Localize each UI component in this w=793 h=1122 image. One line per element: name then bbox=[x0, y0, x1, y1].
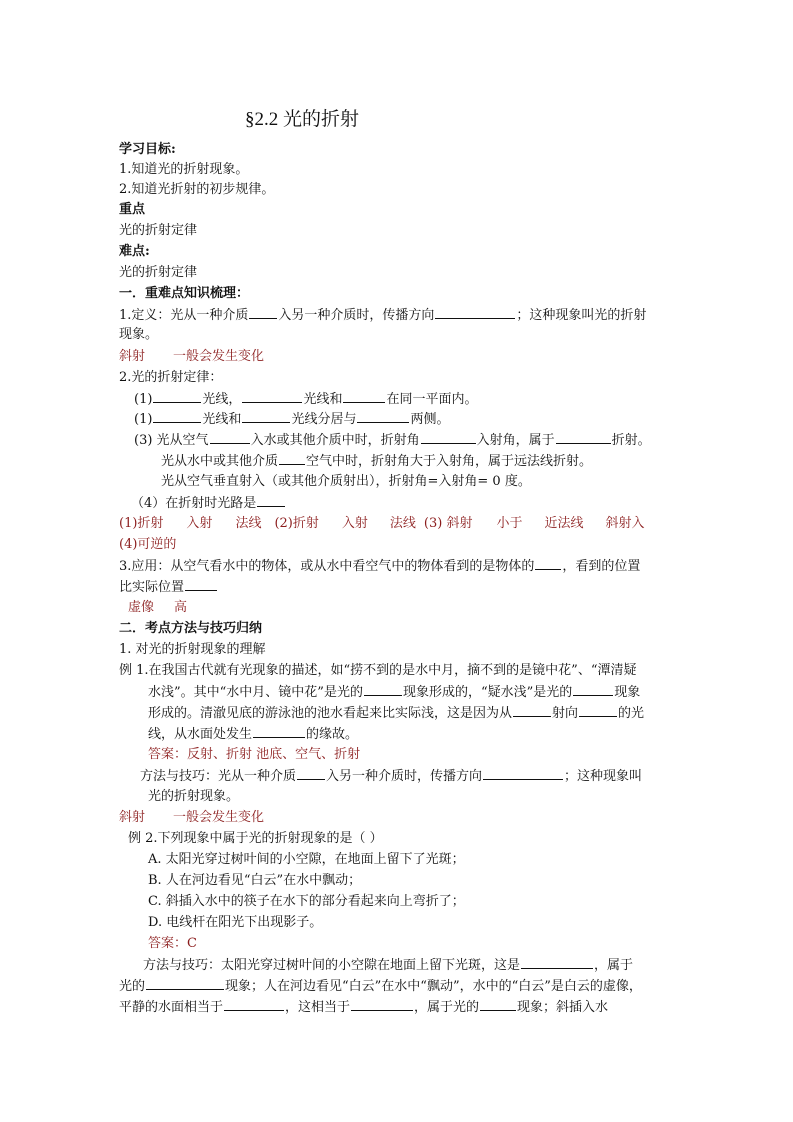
example2-option-a: A. 太阳光穿过树叶间的小空隙，在地面上留下了光斑； bbox=[148, 852, 465, 867]
blank bbox=[210, 430, 250, 444]
law-text: 光线分居与 bbox=[291, 412, 357, 427]
difficulty-heading: 难点: bbox=[119, 244, 150, 259]
example2-question: 例 2.下列现象中属于光的折射现象的是（ ） bbox=[128, 831, 383, 846]
goal-1: 1.知道光的折射现象。 bbox=[119, 162, 249, 177]
answer: 近法线 bbox=[544, 516, 584, 531]
method-text: 现象；斜插入水 bbox=[517, 1000, 609, 1015]
goal-2: 2.知道光折射的初步规律。 bbox=[119, 182, 275, 197]
blank bbox=[556, 430, 611, 444]
law-text: 在同一平面内。 bbox=[386, 392, 478, 407]
blank bbox=[357, 409, 409, 423]
ex-text: 的光 bbox=[618, 706, 645, 721]
blank bbox=[253, 724, 305, 738]
blank bbox=[242, 389, 302, 403]
method2-line-3 bbox=[119, 997, 608, 1016]
example1-line-2 bbox=[148, 682, 640, 701]
difficulty-text: 光的折射定律 bbox=[119, 265, 198, 280]
method-text: 入另一种介质时，传播方向 bbox=[326, 769, 483, 784]
example1-line-4 bbox=[148, 724, 358, 743]
answer: 法线 bbox=[389, 516, 416, 531]
blank bbox=[146, 976, 224, 990]
blank bbox=[521, 955, 593, 969]
goals-heading: 学习目标: bbox=[119, 142, 176, 157]
section1-heading: 一．重难点知识梳理： bbox=[119, 286, 250, 301]
example2-option-c: C. 斜插入水中的筷子在水下的部分看起来向上弯折了； bbox=[148, 894, 465, 909]
key-text: 光的折射定律 bbox=[119, 223, 198, 238]
blank bbox=[224, 997, 284, 1011]
ex-text: 形成的。清澈见底的游泳池的池水看起来比实际浅，这是因为从 bbox=[148, 706, 513, 721]
blank bbox=[343, 389, 385, 403]
blank bbox=[185, 577, 217, 591]
answer: (2)折射 bbox=[274, 516, 319, 531]
def-text-3: ；这种现象叫光的折射 bbox=[516, 308, 647, 323]
law-text: 两侧。 bbox=[410, 412, 450, 427]
ex-text: 的缘故。 bbox=[306, 727, 359, 742]
answer: (3) 斜射 bbox=[423, 516, 473, 531]
method-text: 平静的水面相当于 bbox=[119, 1000, 224, 1015]
example2-option-d: D. 电线杆在阳光下出现影子。 bbox=[148, 915, 323, 930]
method1-line-2: 光的折射现象。 bbox=[148, 789, 240, 804]
blank bbox=[249, 305, 277, 319]
law-text: 空气中时，折射角大于入射角，属于远法线折射。 bbox=[306, 454, 593, 469]
blank bbox=[153, 389, 201, 403]
answer: 斜射入 bbox=[605, 516, 645, 531]
def-text-2: 入另一种介质时，传播方向 bbox=[278, 308, 435, 323]
method2-line-2 bbox=[119, 976, 642, 995]
definition-line bbox=[119, 305, 646, 324]
blank bbox=[579, 703, 617, 717]
application-line-2 bbox=[119, 577, 218, 596]
method-text: 光的 bbox=[119, 979, 146, 994]
law-line-3 bbox=[134, 430, 651, 449]
law-text: （4）在折射时光路是 bbox=[131, 496, 257, 511]
answer-line-2b: (4)可逆的 bbox=[119, 537, 177, 552]
law-line-2 bbox=[134, 409, 449, 428]
answer: 一般会发生变化 bbox=[173, 349, 265, 364]
example2-answer: 答案：C bbox=[148, 936, 197, 951]
ex-text: 现象 bbox=[614, 685, 641, 700]
blank bbox=[279, 451, 305, 465]
ex-text: 现象形成的，“疑水浅”是光的 bbox=[402, 685, 573, 700]
law-text: 光线和 bbox=[202, 412, 242, 427]
app-text: ，看到的位置 bbox=[562, 559, 641, 574]
law-line-1 bbox=[134, 389, 477, 408]
answer: 高 bbox=[174, 600, 188, 615]
law-text: 入水或其他介质中时，折射角 bbox=[250, 433, 420, 448]
answer-line-4 bbox=[119, 808, 264, 827]
definition-line-2: 现象。 bbox=[119, 327, 159, 342]
def-text-1: 1.定义：光从一种介质 bbox=[119, 308, 249, 323]
answer: 一般会发生变化 bbox=[173, 810, 265, 825]
example2-option-b: B. 人在河边看见“白云”在水中飘动； bbox=[148, 873, 362, 888]
answer: (1)折射 bbox=[119, 516, 164, 531]
application-line bbox=[119, 556, 640, 575]
method-text: ，属于 bbox=[594, 958, 634, 973]
answer: 入射 bbox=[341, 516, 368, 531]
method-text: ，属于光的 bbox=[414, 1000, 480, 1015]
method-text: 方法与技巧：光从一种介质 bbox=[140, 769, 297, 784]
example1-line-3 bbox=[148, 703, 644, 722]
law-text: (3) 光从空气 bbox=[134, 433, 209, 448]
law-line-4 bbox=[131, 493, 286, 512]
blank bbox=[513, 703, 551, 717]
blank bbox=[297, 766, 325, 780]
answer-line-3 bbox=[128, 598, 187, 617]
law-num: (1) bbox=[134, 392, 153, 407]
answer: 入射 bbox=[186, 516, 213, 531]
law-text: 入射角，属于 bbox=[476, 433, 555, 448]
method1-line-1 bbox=[140, 766, 642, 785]
law-line-3c: 光从空气垂直射入（或其他介质射出），折射角=入射角= 0 度。 bbox=[161, 474, 531, 489]
answer: 虚像 bbox=[128, 600, 155, 615]
blank bbox=[435, 305, 515, 319]
law-num: (1) bbox=[134, 412, 153, 427]
app-text: 比实际位置 bbox=[119, 580, 185, 595]
answer: 斜射 bbox=[119, 810, 146, 825]
ex-text: 线，从水面处发生 bbox=[148, 727, 253, 742]
answer-line-2 bbox=[119, 514, 645, 533]
example1-answer: 答案：反射、折射 池底、空气、折射 bbox=[148, 747, 361, 762]
law-text: 光线， bbox=[202, 392, 242, 407]
page-title: §2.2 光的折射 bbox=[245, 109, 360, 130]
key-heading: 重点 bbox=[119, 202, 146, 217]
app-text: 3.应用：从空气看水中的物体，或从水中看空气中的物体看到的是物体的 bbox=[119, 559, 535, 574]
answer: 法线 bbox=[235, 516, 262, 531]
blank bbox=[351, 997, 413, 1011]
subsection-1: 1. 对光的折射现象的理解 bbox=[119, 642, 266, 657]
blank bbox=[153, 409, 201, 423]
section2-heading: 二．考点方法与技巧归纳 bbox=[119, 621, 263, 636]
ex-text: 射向 bbox=[552, 706, 579, 721]
blank bbox=[483, 766, 563, 780]
blank bbox=[421, 430, 476, 444]
method-text: ，这相当于 bbox=[285, 1000, 351, 1015]
method-text: 现象；人在河边看见“白云”在水中“飘动”，水中的“白云”是白云的虚像， bbox=[225, 979, 642, 994]
blank bbox=[364, 682, 402, 696]
example1-line-1: 例 1.在我国古代就有光现象的描述，如“捞不到的是水中月，摘不到的是镜中花”、“潭清疑 bbox=[119, 663, 637, 678]
answer: 小于 bbox=[496, 516, 523, 531]
blank bbox=[573, 682, 613, 696]
law-text: 折射。 bbox=[611, 433, 651, 448]
answer-line-1 bbox=[119, 347, 264, 366]
ex-text: 水浅”。其中“水中月、镜中花”是光的 bbox=[148, 685, 363, 700]
blank bbox=[242, 409, 290, 423]
blank bbox=[257, 493, 285, 507]
method2-line-1 bbox=[143, 955, 633, 974]
method-text: 方法与技巧：太阳光穿过树叶间的小空隙在地面上留下光斑，这是 bbox=[143, 958, 521, 973]
law-heading: 2.光的折射定律： bbox=[119, 370, 223, 385]
law-text: 光从水中或其他介质 bbox=[161, 454, 279, 469]
law-line-3b bbox=[161, 451, 592, 470]
law-text: 光线和 bbox=[303, 392, 343, 407]
blank bbox=[480, 997, 516, 1011]
method-text: ；这种现象叫 bbox=[564, 769, 643, 784]
blank bbox=[535, 556, 561, 570]
answer: 斜射 bbox=[119, 349, 146, 364]
